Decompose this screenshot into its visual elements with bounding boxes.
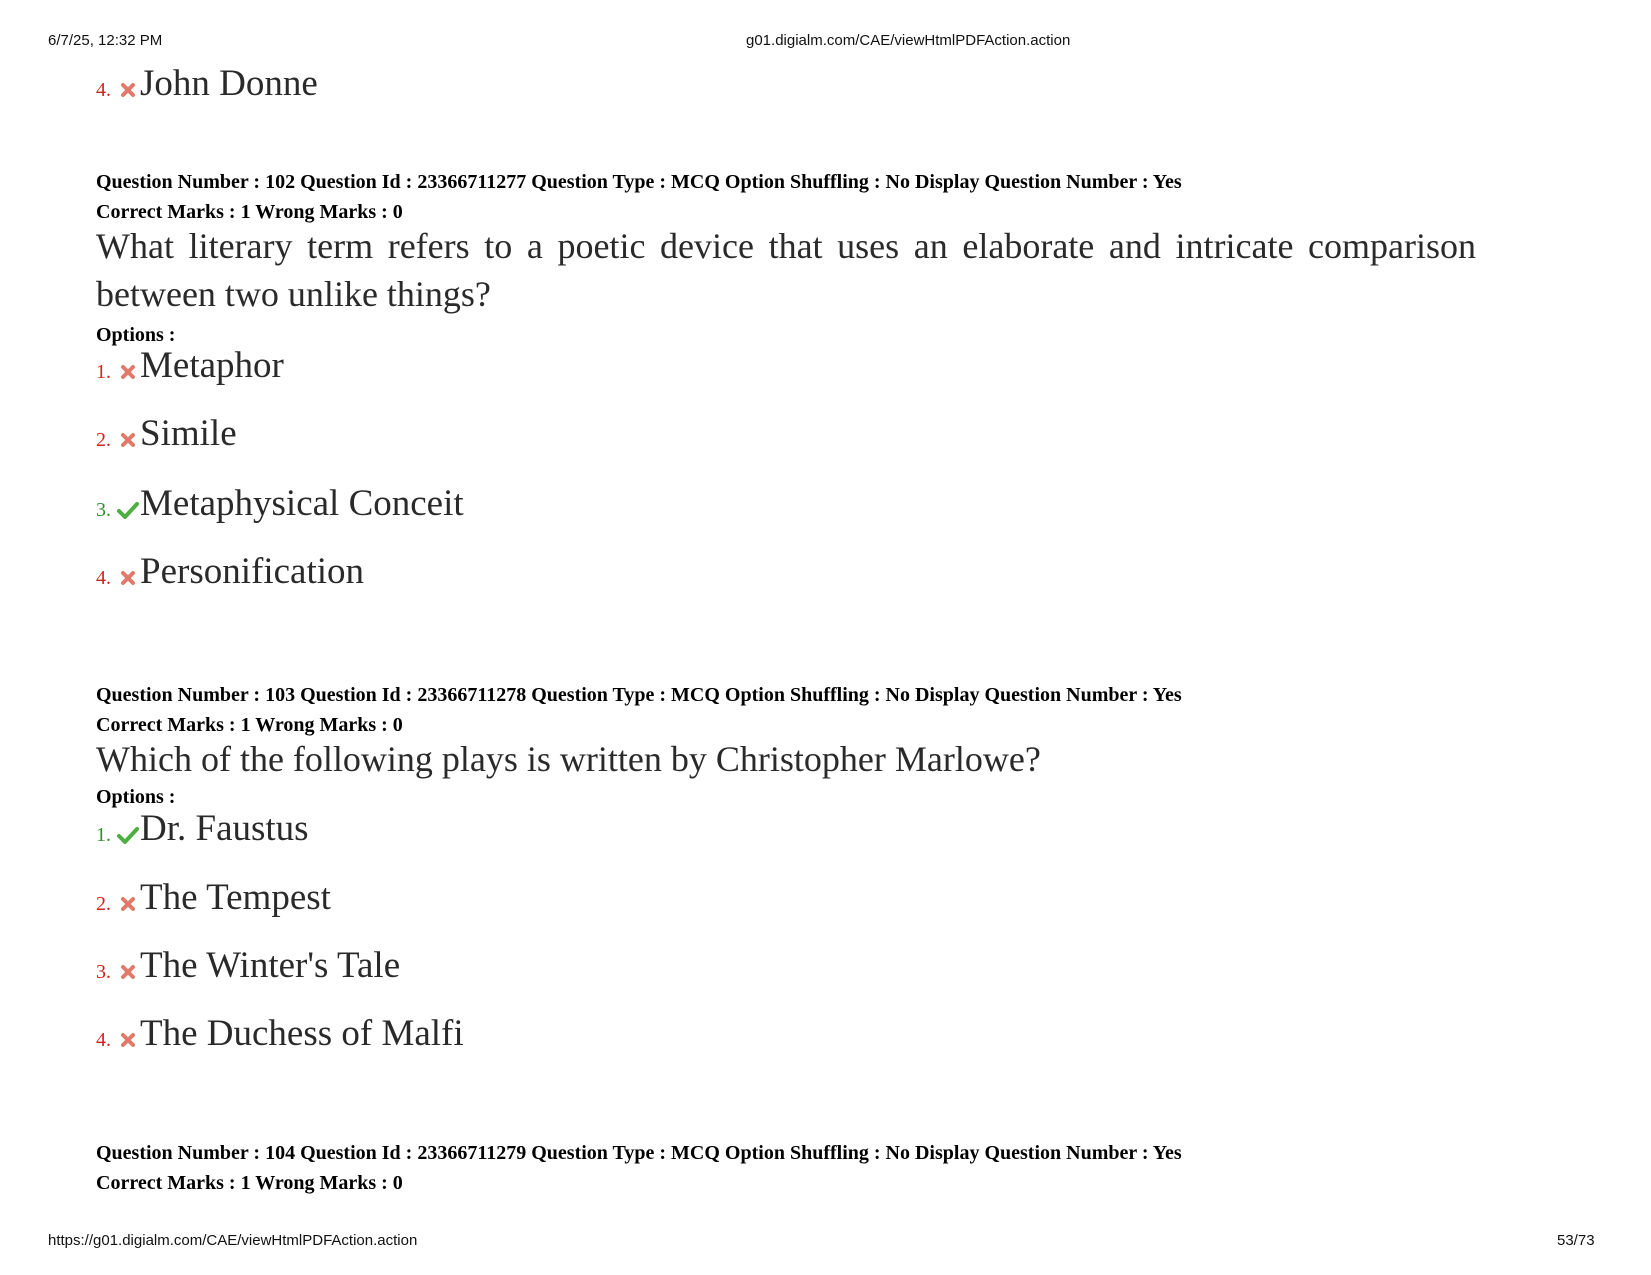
option-text: The Duchess of Malfi bbox=[140, 1013, 464, 1054]
option-number: 4. bbox=[96, 1029, 111, 1051]
option-text: Personification bbox=[140, 551, 365, 592]
option-number: 3. bbox=[96, 499, 111, 521]
options-label: Options : bbox=[96, 324, 176, 346]
footer-url: https://g01.digialm.com/CAE/viewHtmlPDFAction.action bbox=[48, 1232, 418, 1249]
option-number: 4. bbox=[96, 79, 111, 101]
option-number: 1. bbox=[96, 361, 111, 383]
option-row bbox=[96, 1006, 464, 1056]
option-row bbox=[96, 544, 364, 594]
question-meta: Question Number : 104 Question Id : 23366711279 Question Type : MCQ Option Shuffling : No Display Question Number : Yes bbox=[96, 1142, 1182, 1164]
question-text: Which of the following plays is written by Christopher Marlowe? bbox=[96, 739, 1041, 779]
option-row bbox=[96, 56, 318, 106]
option-text: John Donne bbox=[140, 63, 318, 104]
option-row bbox=[96, 338, 284, 388]
option-number: 2. bbox=[96, 893, 111, 915]
question-marks: Correct Marks : 1 Wrong Marks : 0 bbox=[96, 714, 403, 736]
option-number: 4. bbox=[96, 567, 111, 589]
option-row bbox=[96, 938, 400, 988]
options-label: Options : bbox=[96, 786, 176, 808]
option-text: The Tempest bbox=[140, 877, 331, 918]
cross-icon bbox=[116, 78, 140, 102]
option-number: 3. bbox=[96, 961, 111, 983]
option-text: Metaphor bbox=[140, 345, 284, 386]
option-row bbox=[96, 870, 331, 920]
option-text: Metaphysical Conceit bbox=[140, 483, 464, 524]
question-meta: Question Number : 102 Question Id : 23366711277 Question Type : MCQ Option Shuffling : No Display Question Number : Yes bbox=[96, 171, 1182, 193]
cross-icon bbox=[116, 892, 140, 916]
cross-icon bbox=[116, 1028, 140, 1052]
cross-icon bbox=[116, 360, 140, 384]
option-number: 2. bbox=[96, 429, 111, 451]
option-text: The Winter's Tale bbox=[140, 945, 401, 986]
cross-icon bbox=[116, 960, 140, 984]
cross-icon bbox=[116, 428, 140, 452]
page-number: 53/73 bbox=[1557, 1232, 1595, 1249]
question-text: What literary term refers to a poetic device that uses an elaborate and intricate comparison between two unlike things? bbox=[96, 226, 1476, 314]
option-number: 1. bbox=[96, 824, 111, 846]
option-row bbox=[96, 476, 464, 526]
option-row bbox=[96, 406, 237, 456]
print-url: g01.digialm.com/CAE/viewHtmlPDFAction.action bbox=[746, 32, 1071, 49]
option-text: Dr. Faustus bbox=[140, 808, 309, 849]
question-meta: Question Number : 103 Question Id : 23366711278 Question Type : MCQ Option Shuffling : No Display Question Number : Yes bbox=[96, 684, 1182, 706]
cross-icon bbox=[116, 566, 140, 590]
check-icon bbox=[116, 498, 140, 522]
question-marks: Correct Marks : 1 Wrong Marks : 0 bbox=[96, 1172, 403, 1194]
print-datetime: 6/7/25, 12:32 PM bbox=[48, 32, 163, 49]
option-text: Simile bbox=[140, 413, 237, 454]
option-row bbox=[96, 801, 309, 851]
question-marks: Correct Marks : 1 Wrong Marks : 0 bbox=[96, 201, 403, 223]
check-icon bbox=[116, 823, 140, 847]
